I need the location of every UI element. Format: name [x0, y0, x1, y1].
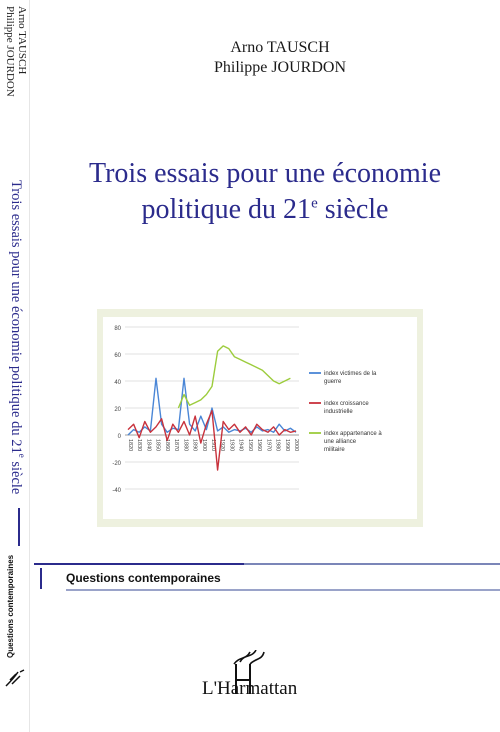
legend-label: une alliance [324, 439, 357, 445]
legend-label: index victimes de la [324, 371, 377, 377]
x-tick-label: 1960 [256, 439, 263, 452]
y-tick-label: 80 [114, 326, 121, 332]
legend-label: militaire [324, 447, 345, 453]
collection-name: Questions contemporaines [66, 571, 221, 585]
legend-label: index croissance [324, 401, 369, 407]
publisher-logo-icon [4, 668, 26, 690]
legend-label: guerre [324, 379, 342, 385]
cover-authors [130, 38, 430, 78]
author-name: Arno TAUSCH [230, 39, 330, 56]
x-tick-label: 1840 [145, 439, 152, 452]
series-line [178, 346, 290, 408]
x-tick-label: 1830 [136, 439, 143, 452]
band-rule-top [34, 563, 244, 565]
x-tick-label: 1940 [237, 439, 244, 452]
line-chart [103, 317, 417, 519]
publisher-name: L'Harmattan [202, 678, 298, 699]
chart-frame [97, 309, 423, 527]
y-tick-label: 40 [114, 380, 121, 386]
x-tick-label: 1910 [210, 439, 216, 452]
x-tick-label: 1850 [154, 439, 161, 452]
x-tick-label: 1980 [274, 439, 281, 452]
x-tick-label: 1820 [127, 439, 133, 452]
x-tick-label: 1930 [228, 439, 235, 452]
x-tick-label: 1870 [173, 439, 180, 452]
legend-label: industrielle [324, 409, 353, 415]
x-tick-label: 1970 [265, 439, 272, 452]
x-tick-label: 1950 [246, 439, 253, 452]
title-line-2: politique du 21e siècle [141, 194, 389, 225]
x-tick-label: 1890 [191, 439, 198, 452]
book-spine [0, 0, 30, 732]
title-superscript: e [311, 195, 318, 212]
x-tick-label: 1860 [163, 439, 170, 452]
chart-panel [103, 317, 417, 519]
spine-author-1: Arno TAUSCH [16, 6, 28, 75]
spine-author-2: Philippe JOURDON [4, 6, 16, 97]
y-tick-label: -40 [112, 488, 121, 494]
y-tick-label: 20 [114, 407, 121, 413]
spine-title: Trois essais pour une économie politique du 21e siècle [8, 180, 27, 495]
spine-collection: Questions contemporaines [6, 554, 15, 658]
x-tick-label: 1900 [200, 439, 207, 452]
spine-authors [2, 6, 28, 136]
x-tick-label: 1920 [219, 439, 226, 452]
x-tick-label: 1880 [182, 439, 189, 452]
band-rule-right [244, 563, 500, 565]
legend-label: index appartenance à [324, 431, 382, 437]
spine-title-sup: e [17, 453, 27, 458]
band-rule-bottom [66, 589, 500, 591]
title-line-1: Trois essais pour une économie [88, 158, 442, 189]
y-tick-label: 60 [114, 353, 121, 359]
book-title [40, 156, 490, 228]
spine-rule [18, 508, 20, 546]
author-name: Philippe JOURDON [213, 59, 346, 76]
x-tick-label: 2000 [293, 439, 299, 452]
publisher-logo [202, 650, 322, 700]
y-tick-label: -20 [112, 461, 121, 467]
y-tick-label: 0 [117, 434, 121, 440]
x-tick-label: 1990 [283, 439, 290, 452]
spine-divider [29, 0, 30, 732]
band-rule-left [40, 568, 42, 589]
